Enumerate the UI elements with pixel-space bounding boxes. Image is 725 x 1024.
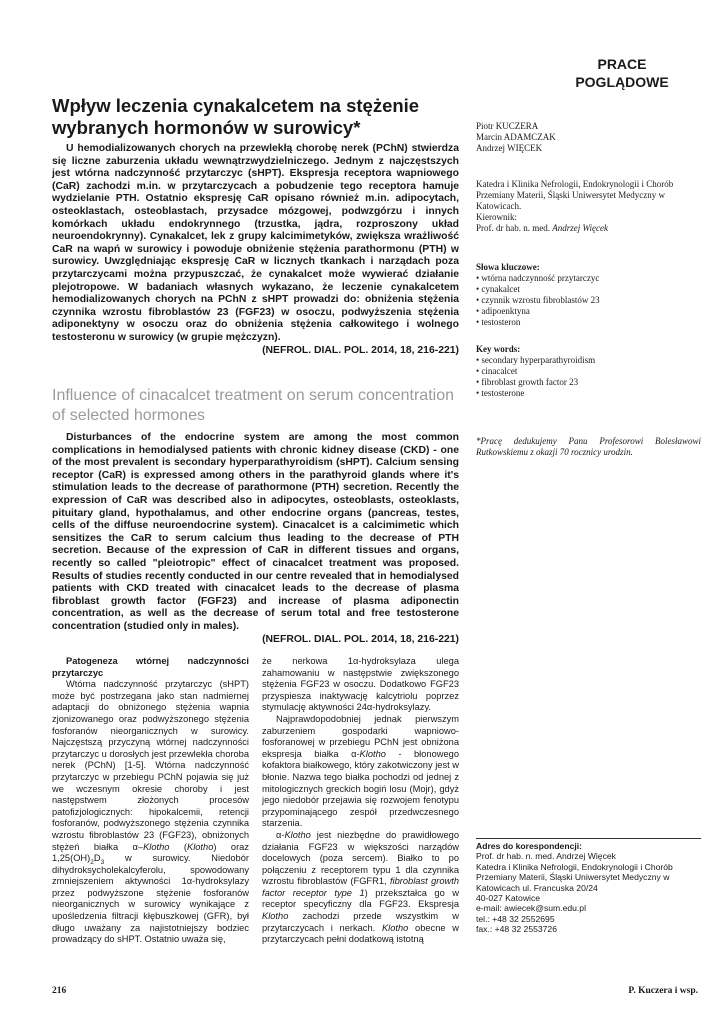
affiliation-text: Katedra i Klinika Nefrologii, Endokrynologii i Chorób Przemiany Materii, Śląski Uniwersytet Medyczny w Katowicach. — [476, 179, 674, 211]
affiliation — [476, 179, 701, 234]
affiliation-head: Prof. dr hab. n. med. Andrzej Więcek — [476, 223, 608, 233]
abstract-pl — [52, 143, 459, 357]
keywords-en — [476, 344, 701, 399]
body-column-2 — [262, 656, 459, 946]
author-name: Piotr KUCZERA — [476, 121, 539, 131]
col2-paragraph-1: że nerkowa 1α-hydroksylaza ulega zahamowaniu w następstwie zwiększonego stężenia FGF23 w osoczu. Dodatkowo FGF23 przyspiesza inaktywację kalcytriolu poprzez stymulację aktywności 24α-hydroksylazy. — [262, 656, 459, 713]
abstract-pl-text: U hemodializowanych chorych na przewlekłą chorobę nerek (PChN) stwierdza się liczne zaburzenia układu wewnątrzwydzielniczego. Jednym z najczęstszych jest wtórna nadczynność przytarczyc (sHPT). Ekspresja receptora wapniowego (CaR) zachodzi m.in. w przytarczycach a pobudzenie tego receptora hamuje wydzielanie PTH. Ostatnio ekspresję CaR opisano również m.in. adipocytach, osteoklastach, osteoblastach, przysadce mózgowej, podwzgórzu i innych komórkach układu endokrynnego (trzustka, jądra, rozproszony układ neuroendokrynny). Cynakalcet, lek z grupy kalcimimetyków, zwiększa wrażliwość CaR na wapń w surowicy i powoduje obniżenie stężenia parathormonu (PTH) w surowicy. Uwzględniając ekspresję CaR w licznych tkankach i narządach poza przytarczycami można przypuszczać, że cynakalcet może wywierać działanie plejotropowe. W badaniach własnych wykazano, że leczenie cynakalcetem hemodializowanych chorych na PChN z sHPT prowadzi do: obniżenia stężenia czynnika wzrostu fibroblastów 23 (FGF23) w osoczu, podwyższenia stężenia adiponektyny w osoczu oraz do obniżenia stężenia całkowitego i wolnego testosteronu w surowicy (w grupie mężczyzn). — [52, 143, 459, 343]
keyword-item: • testosteron — [476, 317, 521, 327]
article-title-pl: Wpływ leczenia cynakalcetem na stężenie wybranych hormonów w surowicy* — [52, 95, 420, 138]
abstract-en — [52, 432, 459, 646]
page-number: 216 — [52, 986, 67, 996]
keyword-item: • secondary hyperparathyroidism — [476, 355, 596, 365]
author-name: Marcin ADAMCZAK — [476, 132, 556, 142]
section-label — [557, 55, 687, 91]
keyword-item: • adipoenktyna — [476, 306, 530, 316]
body-column-1 — [52, 656, 249, 946]
col2-paragraph-3: α-Klotho jest niezbędne do prawidłowego działania FGF23 w większości narządów docelowych (poza sercem). Białko to po połączeniu z receptorem typu 1 dla czynnika wzrostu fibroblastów (FGFR1, fibroblast growth factor receptor type 1) przekształca go w receptor specyficzny dla FGF23. Ekspresja Klotho zachodzi przede wszystkim w przytarczycach i nerkach. Klotho obecne w przytarczycach pełni dodatkową istotną — [262, 829, 459, 945]
keyword-item: • wtórna nadczynność przytarczyc — [476, 273, 600, 283]
correspondence-fax: fax.: +48 32 2553726 — [476, 924, 557, 935]
running-head: P. Kuczera i wsp. — [628, 986, 698, 996]
correspondence-email: e-mail: awiecek@sum.edu.pl — [476, 903, 586, 914]
correspondence-address — [476, 841, 706, 935]
section-label-line2: POGLĄDOWE — [575, 74, 669, 90]
correspondence-divider — [476, 838, 701, 839]
keyword-item: • cinacalcet — [476, 366, 518, 376]
correspondence-line: 40-027 Katowice — [476, 893, 541, 904]
keyword-item: • testosterone — [476, 388, 525, 398]
keyword-item: • cynakalcet — [476, 284, 520, 294]
correspondence-line: Katedra i Klinika Nefrologii, Endokrynologii i Chorób Przemiany Materii, Śląski Uniwersytet Medyczny w Katowicach ul. Francuska 20/24 — [476, 861, 673, 893]
keywords-pl-heading: Słowa kluczowe: — [476, 262, 540, 272]
correspondence-phone: tel.: +48 32 2552695 — [476, 913, 555, 924]
author-name: Andrzej WIĘCEK — [476, 143, 543, 153]
keyword-item: • czynnik wzrostu fibroblastów 23 — [476, 295, 600, 305]
keyword-item: • fibroblast growth factor 23 — [476, 377, 579, 387]
affiliation-head-label: Kierownik: — [476, 212, 517, 222]
citation-en: (NEFROL. DIAL. POL. 2014, 18, 216-221) — [262, 633, 459, 645]
col2-paragraph-2: Najprawdopodobniej jednak pierwszym zaburzeniem gospodarki wapniowo-fosforanowej w przebiegu PChN jest obniżona ekspresja białka α-Klotho - błonowego kofaktora białkowego, który zakotwiczony jest w błonie. Nazwa tego białka pochodzi od jednej z mitologicznych greckich bogiń losu (Mojr), gdyż jego niedobór przejawia się rozwojem fenotypu przypominającego zespół przedwczesnego starzenia. — [262, 713, 459, 829]
correspondence-line: Prof. dr hab. n. med. Andrzej Więcek — [476, 851, 616, 862]
keywords-en-heading: Key words: — [476, 344, 521, 354]
section-heading-pathogenesis: Patogeneza wtórnej nadczynności przytarczyc — [52, 656, 249, 678]
col1-paragraph-1: Wtórna nadczynność przytarczyc (sHPT) może być postrzegana jako stan nadmiernej adaptacji do obniżonego stężenia wapnia zjonizowanego oraz podwyższonego stężenia fosforanów nieorganicznych w surowicy. Najczęstszą przyczyną wtórnej nadczynności przytarczyc u dorosłych jest przewlekła choroba nerek (PChN) [1-5]. Wtórna nadczynność przytarczyc w przebiegu PChN pojawia się już we wczesnym okresie choroby i jest następstwem złożonych procesów patofizjologicznych: hipokalcemii, retencji fosforanów, podwyższonego stężenia czynnika wzrostu fibroblastów 23 (FGF23), obniżonych stężeń białka α–Klotho (Klotho) oraz $1,25(OH)_2D_3$ w surowicy. Niedobór dihydroksycholekalcyferolu, spowodowany zmniejszeniem aktywności 1α-hydroksylazy przez podwyższone stężenie fosforanów nieorganicznych w surowicy wynikające z upośledzenia filtracji kłębuszkowej (GFR), był długo uważany za najistotniejszy bodziec prowadzący do sHPT. Ostatnio uważa się, — [52, 679, 249, 945]
abstract-en-text: Disturbances of the endocrine system are among the most common complications in hemodialysed patients with chronic kidney disease (CKD) - one of the most prevalent is secondary hyperparathyroidism (sHPT). Calcium sensing receptor (CaR) is expressed among others in the parathyroid glands where it's stimulation leads to the decrease of parathormone (PTH) secretion. Recently the expression of CaR was described also in adipocytes, osteoblasts, osteoklasts, pituitary gland, hypothalamus, and other endocrine organs (pancreas, testes, cells of the diffuse neuroendocrine system). Cinacalcet is a calcimimetic which sensitizes the CaR to serum calcium thus leading to the decrease of PTH secretion. Because of the expression of CaR in different tissues and organs, recently so called "pleiotropic" effect of cinacalcet treatment was proposed. Results of studies recently conducted in our centre revealed that in hemodialysed patients with CKD treated with cinacalcet leads to the decrease of plasma fibroblast growth factor (FGF23) and increase of plasma adiponectin concentration, as well as the decrease of serum total and free testosterone concentration (studied only in males). — [52, 432, 459, 632]
correspondence-heading: Adres do korespondencji: — [476, 841, 583, 851]
citation-pl: (NEFROL. DIAL. POL. 2014, 18, 216-221) — [262, 344, 459, 356]
dedication-note: *Pracę dedukujemy Panu Profesorowi Bolesławowi Rutkowskiemu z okazji 70 rocznicy urodzin. — [476, 436, 701, 457]
article-title-en: Influence of cinacalcet treatment on serum concentration of selected hormones — [52, 387, 454, 424]
section-label-line1: PRACE — [597, 56, 647, 72]
author-list — [476, 121, 696, 154]
keywords-pl — [476, 262, 701, 328]
